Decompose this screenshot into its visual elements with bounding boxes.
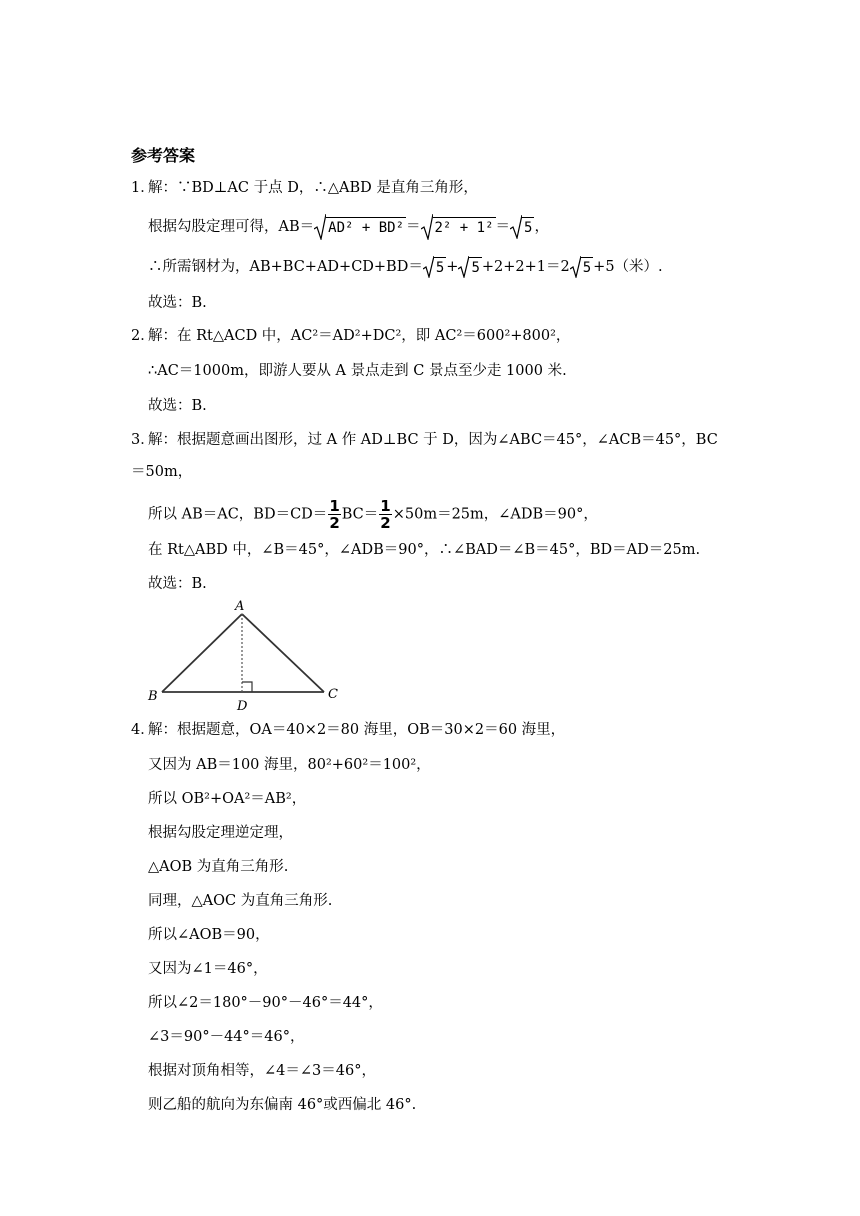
sqrt-2-1-radicand: 2² + 1²	[433, 217, 496, 238]
q3-line4: 在 Rt△ABD 中，∠B＝45°，∠ADB＝90°，∴∠BAD＝∠B＝45°，BD＝AD＝25m.	[148, 542, 701, 558]
q2-line3: 故选：B.	[148, 398, 207, 414]
label-c: C	[328, 687, 338, 702]
q2-line2: ∴AC＝1000m，即游人要从 A 景点走到 C 景点至少走 1000 米.	[148, 363, 567, 379]
q4-line10: ∠3＝90°－44°＝46°，	[148, 1029, 305, 1045]
q1-line3-prefix: ∴所需钢材为，AB+BC+AD+CD+BD＝	[148, 259, 423, 275]
q4-line1: 解：根据题意，OA＝40×2＝80 海里，OB＝30×2＝60 海里，	[148, 722, 566, 738]
q4-number: 4．	[131, 722, 155, 738]
q4-line8: 又因为∠1＝46°，	[148, 961, 268, 977]
q1-line2: 根据勾股定理可得，AB＝ AD² + BD² ＝ 2² + 1² ＝ 5 ，	[148, 214, 549, 240]
q1-line2-equals: ＝	[406, 219, 421, 235]
fraction-half-1: $\frac{1}{2}$	[329, 497, 340, 532]
right-angle-mark	[242, 682, 252, 692]
q3-line3-a: 所以 AB＝AC，BD＝CD＝	[148, 506, 328, 523]
label-a: A	[235, 599, 245, 614]
q2-line1: 解：在 Rt△ACD 中，AC²＝AD²+DC²，即 AC²＝600²+800²，	[148, 328, 571, 344]
sqrt-5-c: 5	[570, 256, 593, 278]
q3-line3-c: ×50m＝25m，∠ADB＝90°，	[392, 506, 598, 523]
q1-line4: 故选：B.	[148, 295, 207, 311]
label-b: B	[148, 689, 158, 704]
q1-number: 1．	[131, 180, 155, 196]
q4-line3: 所以 OB²+OA²＝AB²，	[148, 791, 307, 807]
q1-line2-prefix: 根据勾股定理可得，AB＝	[148, 219, 315, 235]
triangle-figure	[140, 594, 350, 716]
label-d: D	[237, 699, 248, 714]
q3-number: 3．	[131, 432, 155, 448]
q3-line5: 故选：B.	[148, 576, 207, 592]
side-ab	[162, 614, 242, 692]
q4-line11: 根据对顶角相等，∠4＝∠3＝46°，	[148, 1063, 376, 1079]
fraction-half-2: $\frac{1}{2}$	[380, 497, 391, 532]
q3-line3	[148, 498, 598, 531]
sqrt-ad-bd-radicand: AD² + BD²	[326, 217, 406, 238]
q4-line2: 又因为 AB＝100 海里，80²+60²＝100²，	[148, 757, 431, 773]
q1-line3: ∴所需钢材为，AB+BC+AD+CD+BD＝ 5 + 5 +2+2+1＝2 5 +5（米）.	[148, 256, 663, 278]
q3-line2: ＝50m，	[131, 464, 193, 480]
side-ac	[242, 614, 324, 692]
sqrt-2-1	[421, 214, 496, 240]
sqrt-5-radicand: 5	[522, 217, 534, 238]
q3-line3-b: BC＝	[341, 506, 379, 523]
q1-line1: 解：∵BD⊥AC 于点 D，∴△ABD 是直角三角形，	[148, 180, 478, 196]
sqrt-5	[510, 215, 534, 239]
sqrt-ad-bd	[314, 214, 406, 240]
q1-line3-end: +5（米）.	[593, 259, 663, 275]
q4-line12: 则乙船的航向为东偏南 46°或西偏北 46°.	[148, 1097, 417, 1113]
q4-line9: 所以∠2＝180°－90°－46°＝44°，	[148, 995, 383, 1011]
q4-line6: 同理，△AOC 为直角三角形.	[148, 893, 333, 909]
q1-line3-middle: +2+2+1＝2	[481, 259, 570, 275]
q3-line1: 解：根据题意画出图形，过 A 作 AD⊥BC 于 D，因为∠ABC＝45°，∠ACB＝45°，BC	[148, 432, 718, 448]
sqrt-5-b: 5	[458, 256, 481, 278]
answer-heading: 参考答案	[131, 146, 196, 165]
q4-line7: 所以∠AOB＝90，	[148, 927, 270, 943]
q4-line5: △AOB 为直角三角形.	[148, 859, 289, 875]
q2-number: 2．	[131, 328, 155, 344]
q4-line4: 根据勾股定理逆定理，	[148, 825, 293, 841]
sqrt-5-a: 5	[423, 256, 446, 278]
